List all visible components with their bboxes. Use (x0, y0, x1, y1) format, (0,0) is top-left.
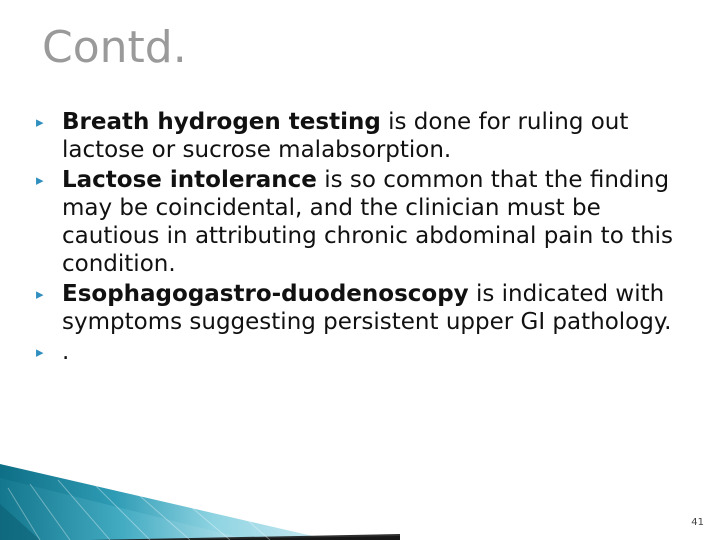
decorative-corner-graphic (0, 444, 400, 540)
list-item-emphasis: Lactose intolerance (62, 167, 317, 194)
list-item-emphasis: Esophagogastro-duodenoscopy (62, 281, 469, 308)
bullet-arrow-icon: ▸ (36, 171, 44, 190)
list-item-rest: is indicated with symptoms suggesting persistent upper GI pathology. (62, 281, 672, 336)
bullet-arrow-icon: ▸ (36, 343, 44, 362)
list-item-text (62, 280, 696, 336)
page-title: Contd. (42, 22, 187, 73)
list-item-text (62, 108, 696, 164)
list-item-rest: is done for ruling out lactose or sucrose malabsorption. (62, 109, 629, 164)
list-item (36, 166, 696, 278)
list-item (36, 280, 696, 336)
bullet-arrow-icon: ▸ (36, 285, 44, 304)
list-item-rest: is so common that the finding may be coincidental, and the clinician must be cautious in attributing chronic abdominal pain to this condition. (62, 167, 674, 278)
bullet-arrow-icon: ▸ (36, 113, 44, 131)
list-item-emphasis: Breath hydrogen testing (62, 109, 381, 135)
list-item-text (62, 338, 696, 366)
list-item-rest: . (62, 339, 70, 366)
page-number: 41 (691, 517, 704, 528)
list-item-text (62, 166, 696, 278)
bullet-list (36, 108, 696, 368)
list-item (36, 108, 696, 164)
list-item (36, 338, 696, 366)
